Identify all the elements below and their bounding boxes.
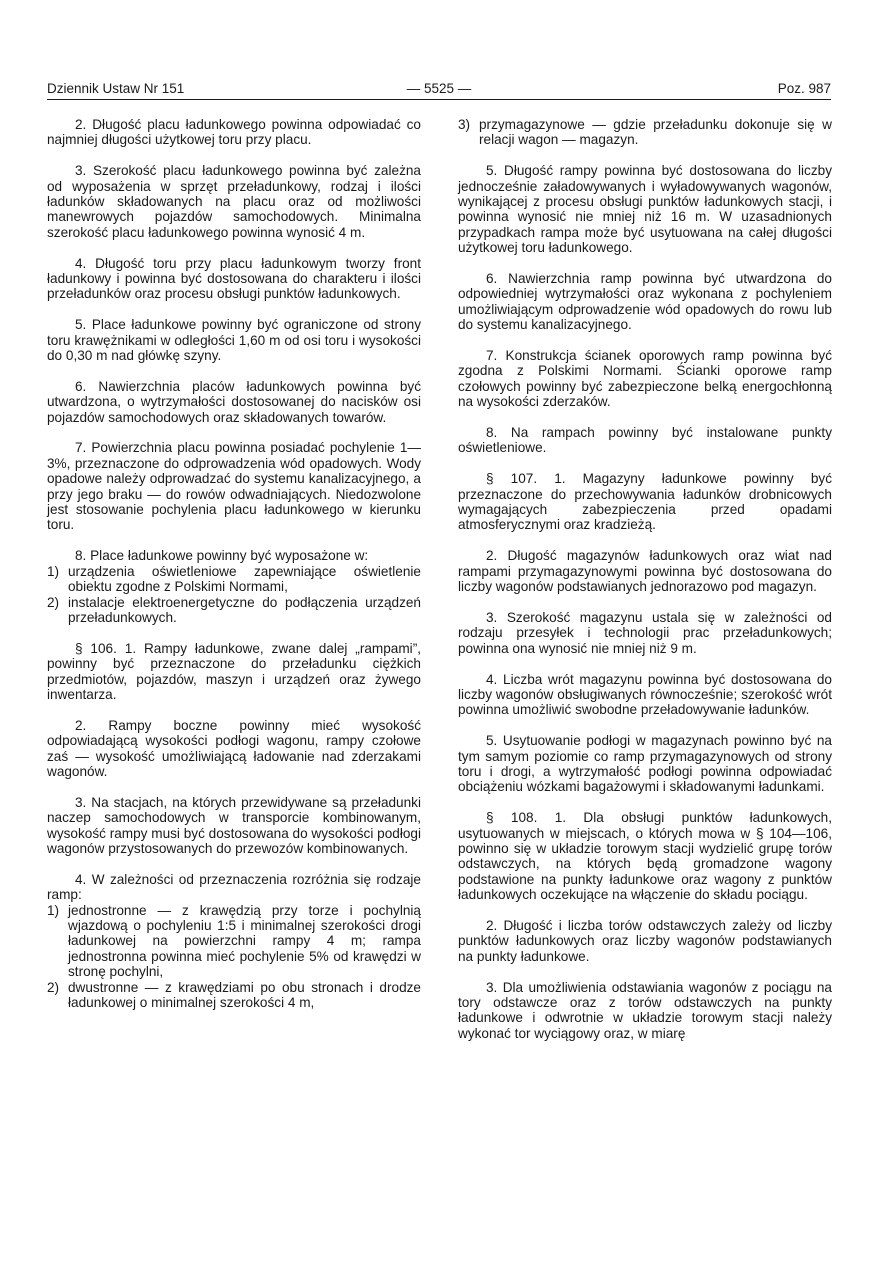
paragraph: 3. Na stacjach, na których przewidywane są przeładunki naczep samochodowych w transporcie kombinowanym, wysokość rampy musi być dostosowana do wysokości podłogi wagonów przystosowanych do przewozów kombinowanych.	[47, 794, 421, 856]
paragraph: 4. Długość toru przy placu ładunkowym tworzy front ładunkowy i powinna być dostosowana do charakteru i ilości przeładunków oraz procesu obsługi punktów ładunkowych.	[47, 255, 421, 302]
paragraph: 8. Place ładunkowe powinny być wyposażone w:	[75, 548, 369, 564]
list-number: 1)	[47, 902, 60, 918]
paragraph: 8. Na rampach powinny być instalowane punkty oświetleniowe.	[458, 425, 832, 456]
paragraph: 6. Nawierzchnia placów ładunkowych powinna być utwardzona, o wytrzymałości dostosowanej do nacisków osi pojazdów samochodowych oraz składowanych towarów.	[47, 378, 421, 425]
list-text: jednostronne — z krawędzią przy torze i pochylnią wjazdową o pochyleniu 1:5 i minimalnej szerokości drogi ładunkowej na powierzchni rampy 4 m; rampa jednostronna powinna mieć pochylenie 5% od krawędzi w stronę pochylni,	[68, 902, 421, 980]
paragraph: 5. Place ładunkowe powinny być ograniczone od strony toru krawężnikami w odległości 1,60 m od osi toru i wysokości do 0,30 m nad główkę szyny.	[47, 317, 421, 364]
list-number: 3)	[458, 117, 471, 132]
paragraph: 4. W zależności od przeznaczenia rozróżnia się rodzaje ramp:	[47, 871, 421, 903]
paragraph: 4. Liczba wrót magazynu powinna być dostosowana do liczby wagonów obsługiwanych równocześnie; szerokość wrót powinna umożliwić swobodne przeładowywanie ładunków.	[458, 671, 832, 718]
left-column	[47, 117, 421, 1010]
position-number: Poz. 987	[777, 81, 831, 96]
page-header	[47, 80, 831, 98]
paragraph: 6. Nawierzchnia ramp powinna być utwardzona do odpowiedniej wytrzymałości oraz wykonana z pochyleniem umożliwiającym odprowadzenie wód opadowych do rowu lub do systemu kanalizacyjnego.	[458, 271, 832, 333]
paragraph: 5. Usytuowanie podłogi w magazynach powinno być na tym samym poziomie co ramp przymagazynowych od strony toru i drogi, a wytrzymałość podłogi powinna odpowiadać obciążeniu wózkami bagażowymi i składowanymi ładunkami.	[458, 733, 832, 795]
paragraph: 5. Długość rampy powinna być dostosowana do liczby jednocześnie załadowywanych i wyładowywanych wagonów, wynikającej z procesu obsługi punktów ładunkowych stacji, i powinna wynosić nie mniej niż 16 m. W uzasadnionych przypadkach rampa może być usytuowana na całej długości użytkowej toru ładunkowego.	[458, 163, 832, 256]
paragraph: 2. Długość magazynów ładunkowych oraz wiat nad rampami przymagazynowymi powinna być dostosowana do liczby wagonów podstawianych jednorazowo pod magazyn.	[458, 548, 832, 595]
paragraph: 3. Szerokość placu ładunkowego powinna być zależna od wyposażenia w sprzęt przeładunkowy, rodzaj i ilości ładunków składowanych na placu oraz od możliwości manewrowych pojazdów samochodowych. Minimalna szerokość placu ładunkowego powinna wynosić 4 m.	[47, 163, 421, 240]
right-column	[458, 117, 832, 1041]
list-item	[47, 903, 421, 980]
list-number: 2)	[47, 594, 60, 610]
paragraph: 7. Konstrukcja ścianek oporowych ramp powinna być zgodna z Polskimi Normami. Ścianki oporowe ramp czołowych powinny być zabezpieczone belką energochłonną na wysokości zderzaków.	[458, 348, 832, 410]
paragraph: 2. Długość placu ładunkowego powinna odpowiadać co najmniej długości użytkowej toru przy placu.	[47, 117, 421, 148]
list-text: urządzenia oświetleniowe zapewniające oświetlenie obiektu zgodne z Polskimi Normami,	[68, 563, 421, 595]
list-number: 2)	[47, 979, 60, 995]
paragraph: 2. Rampy boczne powinny mieć wysokość odpowiadającą wysokości podłogi wagonu, rampy czołowe zaś — wysokość umożliwiającą ładowanie nad zderzakami wagonów.	[47, 717, 421, 779]
list-text: przymagazynowe — gdzie przeładunku dokonuje się w relacji wagon — magazyn.	[479, 117, 832, 148]
list-item	[47, 564, 421, 595]
paragraph: 3. Dla umożliwienia odstawiania wagonów z pociągu na tory odstawcze oraz z torów odstawczych na punkty ładunkowe i odwrotnie w układzie torowym stacji należy wykonać tor wyciągowy oraz, w miarę	[458, 979, 832, 1041]
list-item	[47, 980, 421, 1011]
section-paragraph: § 106. 1. Rampy ładunkowe, zwane dalej „rampami”, powinny być przeznaczone do przeładunku ciężkich przedmiotów, pojazdów, maszyn i urządzeń oraz żywego inwentarza.	[47, 640, 421, 702]
journal-title: Dziennik Ustaw Nr 151	[47, 81, 185, 96]
section-paragraph: § 108. 1. Dla obsługi punktów ładunkowych, usytuowanych w miejscach, o których mowa w § 104—106, powinno się w układzie torowym stacji wydzielić grupę torów odstawczych, na których będą gromadzone wagony podstawione na punkty ładunkowe oraz wagony z punktów ładunkowych oczekujące na włączenie do składu pociągu.	[458, 810, 832, 903]
page-number: — 5525 —	[406, 81, 472, 96]
list-text: dwustronne — z krawędziami po obu stronach i drodze ładunkowej o minimalnej szerokości 4 m,	[68, 979, 421, 1010]
paragraph: 7. Powierzchnia placu powinna posiadać pochylenie 1—3%, przeznaczone do odprowadzenia wód opadowych. Wody opadowe należy odprowadzać do systemu kanalizacyjnego, a przy jego braku — do rowów odwadniających. Niedozwolone jest stosowanie pochylenia placu ładunkowego w kierunku toru.	[47, 440, 421, 533]
paragraph: 3. Szerokość magazynu ustala się w zależności od rodzaju przesyłek i technologii prac przeładunkowych; powinna ona wynosić nie mniej niż 9 m.	[458, 609, 832, 656]
header-divider	[47, 99, 831, 100]
list-text: instalacje elektroenergetyczne do podłączenia urządzeń przeładunkowych.	[68, 594, 421, 625]
paragraph: 2. Długość i liczba torów odstawczych zależy od liczby punktów ładunkowych oraz liczby wagonów podstawianych na punkty ładunkowe.	[458, 917, 832, 964]
list-item	[47, 595, 421, 626]
section-paragraph: § 107. 1. Magazyny ładunkowe powinny być przeznaczone do przechowywania ładunków drobnicowych wymagających zabezpieczenia przed opadami atmosferycznymi oraz kradzieżą.	[458, 471, 832, 533]
list-number: 1)	[47, 563, 60, 579]
list-item	[458, 117, 832, 148]
